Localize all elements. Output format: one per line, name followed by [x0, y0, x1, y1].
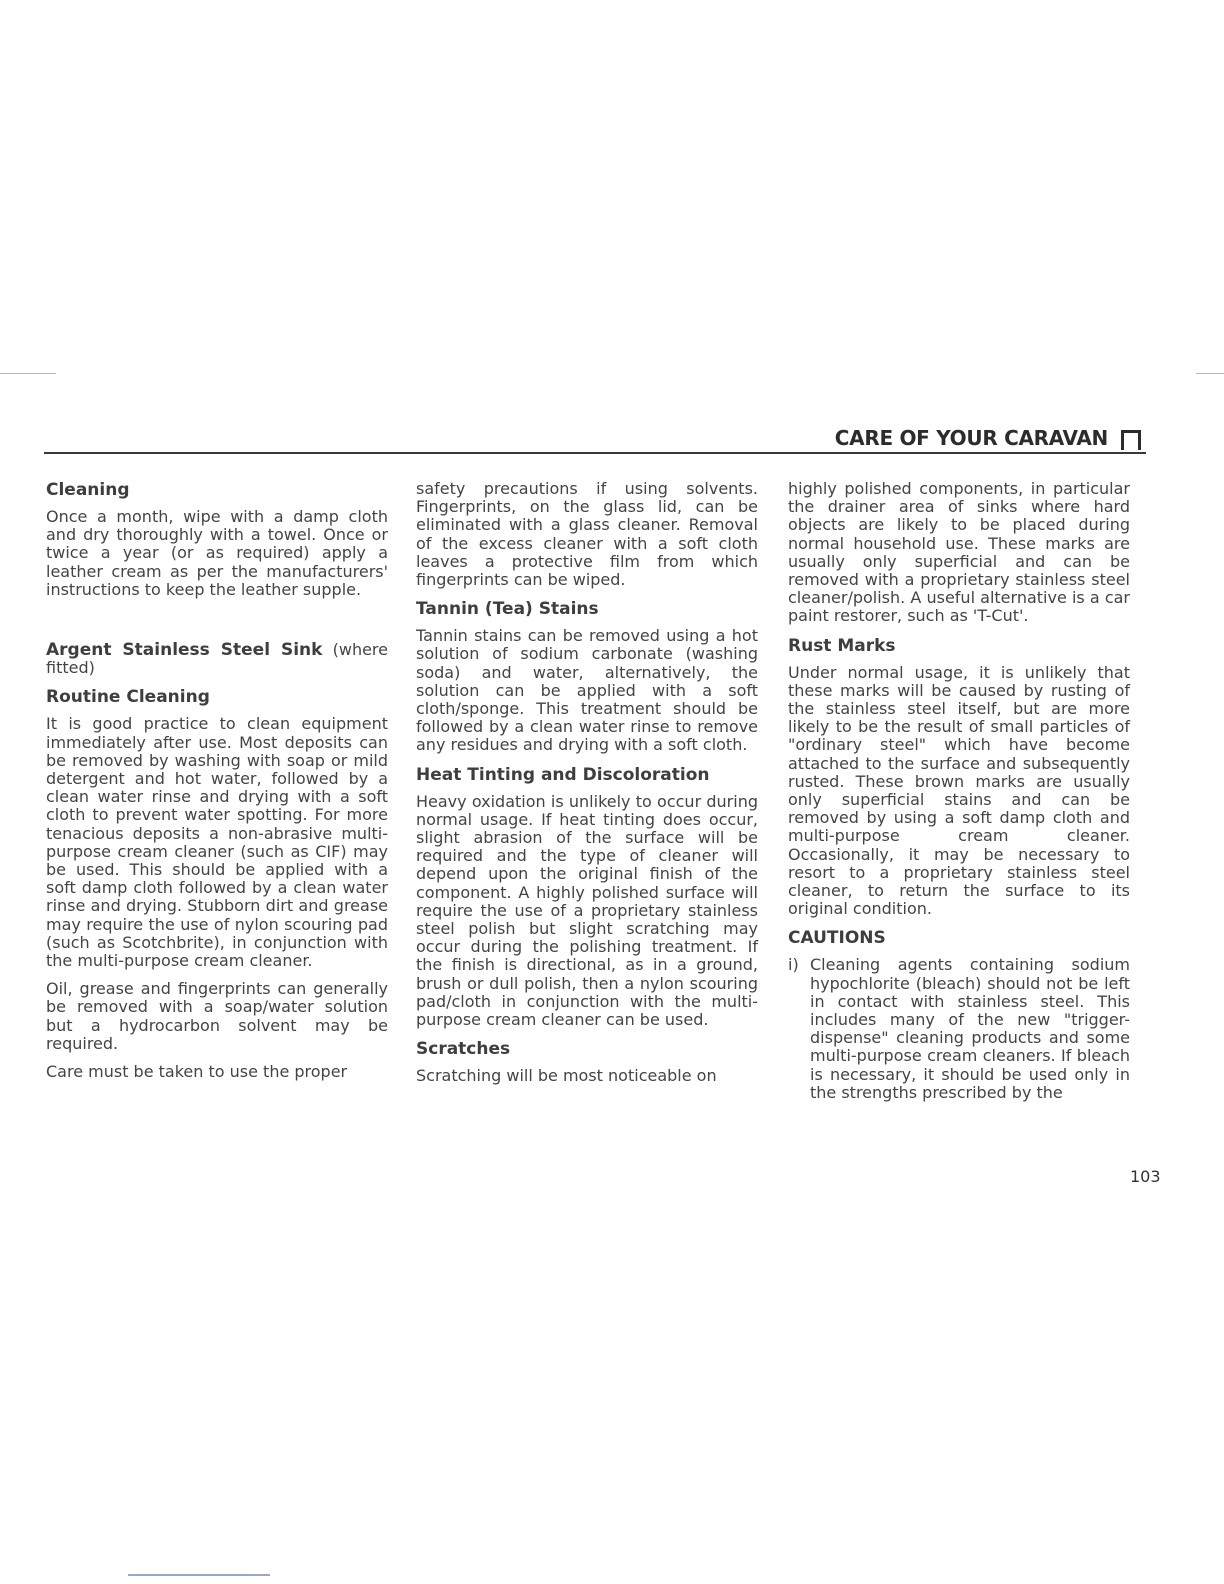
cautions-heading: CAUTIONS [788, 928, 886, 949]
cleaning-paragraph: Once a month, wipe with a damp cloth and dry thoroughly with a towel. Once or twice a year (or as required) apply a leather cream as per the manufacturers' instructions to keep the leather supple. [46, 507, 388, 599]
polished-components-paragraph: highly polished components, in particular the drainer area of sinks where hard objects are likely to be placed during normal household use. These marks are usually only superficial and can be removed with a proprietary stainless steel cleaner/polish. A useful alternative is a car paint restorer, such as 'T-Cut'. [788, 479, 1130, 626]
rust-marks-paragraph: Under normal usage, it is unlikely that these marks will be caused by rusting of the stainless steel itself, but are more likely to be the result of small particles of "ordinary steel" which have become attached to the surface and subsequently rusted. These brown marks are usually only superficial stains and can be removed by using a soft damp cloth and multi-purpose cream cleaner. Occasionally, it may be necessary to resort to a proprietary stainless steel cleaner, to return the surface to its original condition. [788, 662, 1130, 919]
sink-note: (where fitted) [46, 640, 388, 678]
section-title: CARE OF YOUR CARAVAN [834, 426, 1108, 450]
cleaning-heading: Cleaning [46, 480, 130, 500]
text-column-3 [788, 480, 1130, 1102]
tannin-heading: Tannin (Tea) Stains [416, 599, 599, 620]
cautions-list [788, 956, 1130, 1102]
page-number: 103 [1130, 1167, 1161, 1186]
tannin-paragraph: Tannin stains can be removed using a hot solution of sodium carbonate (washing soda) and water, alternatively, the solution can be applied with a soft cloth/sponge. This treatment should be followed by a clean water rinse to remove any residues and drying with a soft cloth. [416, 626, 758, 755]
caution-item [788, 956, 1130, 1102]
heat-tinting-heading: Heat Tinting and Discoloration [416, 764, 710, 785]
scan-edge-mark-bottom [128, 1574, 270, 1576]
oil-grease-paragraph: Oil, grease and fingerprints can generally be removed with a soap/water solution but a hydrocarbon solvent may be required. [46, 979, 388, 1053]
caution-marker: i) [788, 955, 799, 975]
scratches-paragraph: Scratching will be most noticeable on [416, 1066, 717, 1086]
sink-heading: Argent Stainless Steel Sink [46, 640, 323, 661]
scratches-heading: Scratches [416, 1039, 511, 1060]
sink-heading-line [46, 641, 388, 677]
safety-paragraph: safety precautions if using solvents. Fingerprints, on the glass lid, can be eliminated with a glass cleaner. Removal of the excess cleaner with a soft cloth leaves a protective film from which fingerprints can be wiped. [416, 479, 758, 590]
text-column-1 [46, 480, 388, 1091]
text-column-2 [416, 480, 758, 1095]
scan-edge-mark-left [0, 373, 56, 374]
routine-cleaning-paragraph: It is good practice to clean equipment immediately after use. Most deposits can be removed by washing with soap or mild detergent and hot water, followed by a clean water rinse and drying with a soft cloth to prevent water spotting. For more tenacious deposits a non-abrasive multi-purpose cream cleaner (such as CIF) may be used. This should be applied with a soft damp cloth followed by a clean water rinse and drying. Stubborn dirt and grease may require the use of nylon scouring pad (such as Scotchbrite), in conjunction with the multi-purpose cream cleaner. [46, 714, 388, 971]
heat-tinting-paragraph: Heavy oxidation is unlikely to occur during normal usage. If heat tinting does occur, slight abrasion of the surface will be required and the type of cleaner will depend upon the original finish of the component. A highly polished surface will require the use of a proprietary stainless steel polish but slight scratching may occur during the polishing treatment. If the finish is directional, as in a ground, brush or dull polish, then a nylon scouring pad/cloth in conjunction with the multi-purpose cream cleaner can be used. [416, 791, 758, 1030]
routine-cleaning-heading: Routine Cleaning [46, 687, 210, 708]
rust-marks-heading: Rust Marks [788, 635, 896, 656]
running-header [44, 424, 1146, 454]
caution-text: Cleaning agents containing sodium hypochlorite (bleach) should not be left in contact with stainless steel. This includes many of the new "trigger-dispense" cleaning products and some multi-purpose cream cleaners. If bleach is necessary, it should be used only in the strengths prescribed by the [810, 955, 1130, 1102]
scan-edge-mark-right [1196, 373, 1224, 374]
care-paragraph: Care must be taken to use the proper [46, 1062, 348, 1082]
header-box-icon [1121, 430, 1141, 450]
